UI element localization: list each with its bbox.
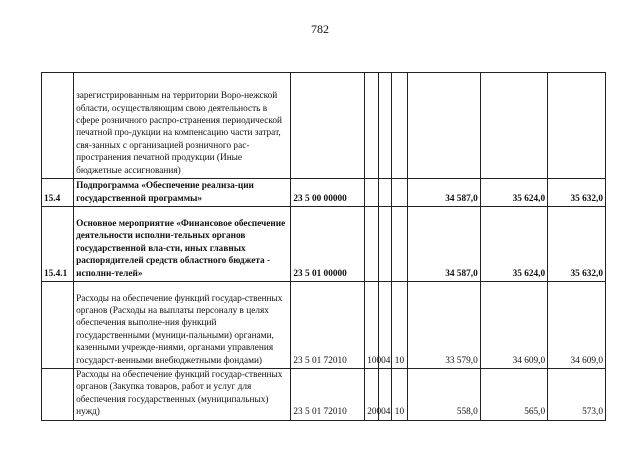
row-rz [379,179,392,207]
row-pr [391,207,407,282]
row-year1: 34 587,0 [407,207,480,282]
table-row [42,73,606,179]
row-rz [379,207,392,282]
table-row [42,282,606,369]
row-year1: 34 587,0 [407,179,480,207]
row-year2: 34 609,0 [480,282,547,369]
row-code [42,369,74,421]
row-rz [379,73,392,179]
row-year2: 565,0 [480,369,547,421]
budget-table [41,72,606,421]
row-name: зарегистрированным на территории Воро-нежской области, осуществляющим свою деятельность в сфере розничного распро-странения периодической печатной про-дукции на компенсацию части затрат, свя-занных с организацией розничного рас-пространения печатной продукции (Иные бюджетные ассигнования) [74,73,291,179]
row-classification: 23 5 01 72010 [291,282,365,369]
row-code: 15.4.1 [42,207,74,282]
row-year3 [548,73,606,179]
row-code: 15.4 [42,179,74,207]
row-vr: 200 [365,369,379,421]
row-code [42,282,74,369]
table-row [42,207,606,282]
row-name: Основное мероприятие «Финансовое обеспечение деятельности исполни-тельных органов государственной вла-сти, иных главных распорядителей средств областного бюджета - исполни-телей» [74,207,291,282]
row-vr: 100 [365,282,379,369]
row-year2: 35 624,0 [480,207,547,282]
row-classification: 23 5 00 00000 [291,179,365,207]
row-rz: 04 [379,369,392,421]
row-year1: 33 579,0 [407,282,480,369]
row-name: Расходы на обеспечение функций государ-ственных органов (Закупка товаров, работ и услуг для обеспечения государственных (муниципальных) нужд) [74,369,291,421]
row-name: Подпрограмма «Обеспечение реализа-ции государственной программы» [74,179,291,207]
row-vr [365,207,379,282]
row-classification: 23 5 01 72010 [291,369,365,421]
row-classification: 23 5 01 00000 [291,207,365,282]
row-pr: 10 [391,369,407,421]
page-number: 782 [311,22,329,36]
row-year2 [480,73,547,179]
row-vr [365,73,379,179]
row-pr [391,179,407,207]
row-rz: 04 [379,282,392,369]
row-year3: 35 632,0 [548,207,606,282]
table-row [42,369,606,421]
row-year3: 573,0 [548,369,606,421]
row-vr [365,179,379,207]
row-year2: 35 624,0 [480,179,547,207]
row-code [42,73,74,179]
row-pr: 10 [391,282,407,369]
row-year3: 35 632,0 [548,179,606,207]
row-classification [291,73,365,179]
row-name: Расходы на обеспечение функций государ-ственных органов (Расходы на выплаты персоналу в целях обеспечения выполне-ния функций государственными (муници-пальными) органами, казенными учрежде-ниями, органами управления государст-венными внебюджетными фондами) [74,282,291,369]
row-pr [391,73,407,179]
row-year3: 34 609,0 [548,282,606,369]
table-row [42,179,606,207]
row-year1 [407,73,480,179]
row-year1: 558,0 [407,369,480,421]
